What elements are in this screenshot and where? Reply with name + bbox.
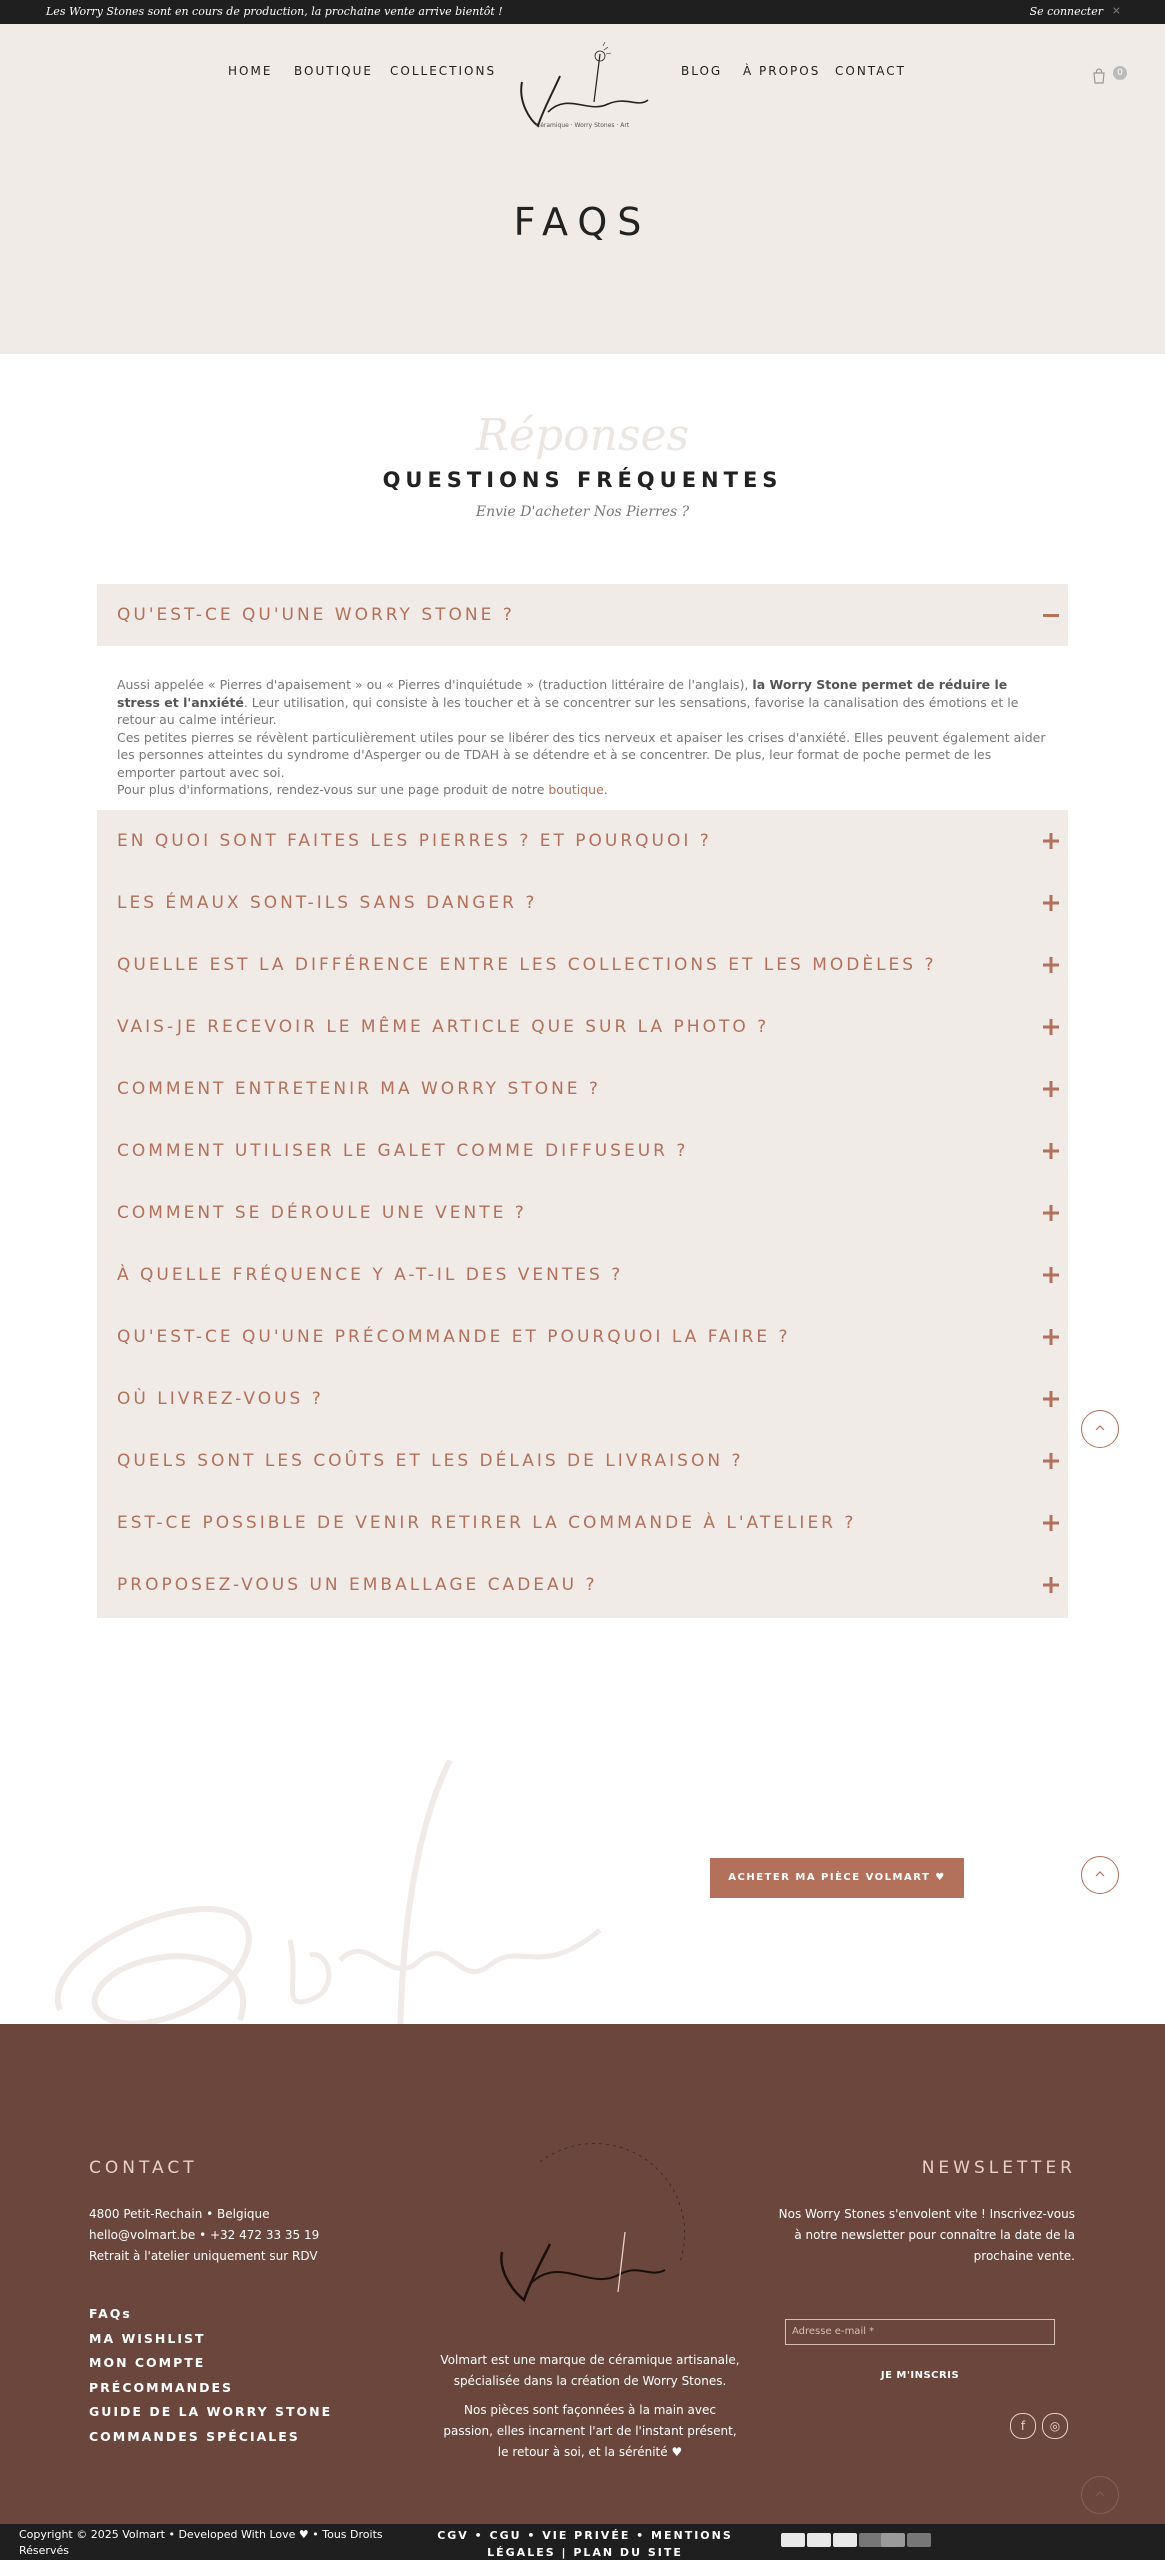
buy-button[interactable]: ACHETER MA PIÈCE VOLMART ♥ <box>710 1858 964 1898</box>
faq-question: À QUELLE FRÉQUENCE Y A-T-IL DES VENTES ? <box>117 1265 624 1285</box>
footer-newsletter-title: NEWSLETTER <box>921 2158 1076 2178</box>
minus-icon[interactable] <box>1042 606 1060 624</box>
login-link[interactable]: Se connecter <box>1029 5 1103 18</box>
plus-icon[interactable] <box>1042 894 1060 912</box>
nav-apropos[interactable]: À PROPOS <box>743 64 821 78</box>
card-icon <box>907 2533 931 2547</box>
footer <box>0 2024 1165 2524</box>
faq-question-row[interactable] <box>97 584 1068 646</box>
discover-icon <box>881 2533 905 2547</box>
footer-contact-title: CONTACT <box>89 2158 198 2178</box>
faq-list <box>97 810 1068 1618</box>
footer-link-faqs[interactable]: FAQs <box>89 2306 132 2321</box>
faq-item[interactable] <box>97 1554 1068 1616</box>
plus-icon[interactable] <box>1042 1266 1060 1284</box>
faq-question: QU'EST-CE QU'UNE WORRY STONE ? <box>117 605 515 625</box>
faq-question: PROPOSEZ-VOUS UN EMBALLAGE CADEAU ? <box>117 1575 598 1595</box>
faq-question: VAIS-JE RECEVOIR LE MÊME ARTICLE QUE SUR LA PHOTO ? <box>117 1017 770 1037</box>
footer-about-text: Volmart est une marque de céramique artisanale, spécialisée dans la création de Worry Stones. <box>440 2353 740 2388</box>
faq-item[interactable] <box>97 1120 1068 1182</box>
faq-question: COMMENT SE DÉROULE UNE VENTE ? <box>117 1203 527 1223</box>
faq-question: COMMENT UTILISER LE GALET COMME DIFFUSEUR ? <box>117 1141 689 1161</box>
footer-about <box>440 2350 740 2471</box>
faq-item[interactable] <box>97 1430 1068 1492</box>
page-title: FAQS <box>513 200 652 244</box>
legal-links[interactable]: CGV • CGU • VIE PRIVÉE • MENTIONS LÉGALES | PLAN DU SITE <box>437 2529 733 2559</box>
plus-icon[interactable] <box>1042 1514 1060 1532</box>
faq-item-open[interactable] <box>97 584 1068 646</box>
footer-address: 4800 Petit-Rechain • Belgique <box>89 2207 270 2221</box>
footer-pickup: Retrait à l'atelier uniquement sur RDV <box>89 2249 318 2263</box>
decorative-script-text: Réponses <box>475 410 690 461</box>
scroll-top-button[interactable] <box>1081 1856 1119 1894</box>
close-icon[interactable]: × <box>1111 4 1121 17</box>
footer-links <box>89 2302 332 2449</box>
footer-link-account[interactable]: MON COMPTE <box>89 2355 206 2370</box>
plus-icon[interactable] <box>1042 1018 1060 1036</box>
faq-question: QUELS SONT LES COÛTS ET LES DÉLAIS DE LIVRAISON ? <box>117 1451 744 1471</box>
nav-home[interactable]: HOME <box>228 64 273 78</box>
nav-blog[interactable]: BLOG <box>681 64 723 78</box>
faq-item[interactable] <box>97 1058 1068 1120</box>
faq-item[interactable] <box>97 810 1068 872</box>
plus-icon[interactable] <box>1042 956 1060 974</box>
amex-icon <box>833 2533 857 2547</box>
volmart-logo[interactable] <box>508 42 656 138</box>
facebook-icon[interactable]: f <box>1010 2413 1036 2439</box>
footer-link-guide[interactable]: GUIDE DE LA WORRY STONE <box>89 2404 333 2419</box>
faq-item[interactable] <box>97 1182 1068 1244</box>
footer-newsletter-text: Nos Worry Stones s'envolent vite ! Inscrivez-vous à notre newsletter pour connaître la date de la prochaine vente. <box>778 2207 1075 2263</box>
plus-icon[interactable] <box>1042 1576 1060 1594</box>
subscribe-button[interactable]: JE M'INSCRIS <box>880 2370 960 2381</box>
boutique-link[interactable]: boutique <box>548 782 604 797</box>
visa-icon <box>781 2533 805 2547</box>
newsletter-email-input[interactable]: Adresse e-mail * <box>785 2319 1055 2345</box>
footer-logo[interactable] <box>480 2142 690 2342</box>
paypal-icon <box>807 2533 831 2547</box>
faq-item[interactable] <box>97 996 1068 1058</box>
section-subtitle: Envie D'acheter Nos Pierres ? <box>475 504 690 520</box>
faq-item[interactable] <box>97 1244 1068 1306</box>
scroll-top-button[interactable] <box>1081 2476 1119 2514</box>
announcement-bar <box>0 0 1165 24</box>
plus-icon[interactable] <box>1042 1390 1060 1408</box>
faq-question: COMMENT ENTRETENIR MA WORRY STONE ? <box>117 1079 601 1099</box>
announcement-text: Les Worry Stones sont en cours de production, la prochaine vente arrive bientôt ! <box>46 5 503 18</box>
footer-link-special-orders[interactable]: COMMANDES SPÉCIALES <box>89 2428 300 2444</box>
faq-item[interactable] <box>97 1368 1068 1430</box>
plus-icon[interactable] <box>1042 832 1060 850</box>
chevron-up-icon <box>1094 2490 1106 2498</box>
instagram-icon[interactable]: ◎ <box>1042 2413 1068 2439</box>
nav-collections[interactable]: COLLECTIONS <box>390 64 497 78</box>
footer-contact-info <box>89 2204 319 2267</box>
answer-paragraph: Aussi appelée « Pierres d'apaisement » ou « Pierres d'inquiétude » (traduction littéraire de l'anglais), la Worry Stone permet de réduire le stress et l'anxiété. Leur utilisation, qui consiste à les toucher et à se concentrer sur les sensations, favorise la canalisation des émotions et le retour au calme intérieur. <box>117 677 1019 727</box>
plus-icon[interactable] <box>1042 1328 1060 1346</box>
copyright-text: Copyright © 2025 Volmart • Developed With Love ♥ • Tous Droits Réservés <box>19 2528 383 2557</box>
footer-email-phone[interactable]: hello@volmart.be • +32 472 33 35 19 <box>89 2228 320 2242</box>
nav-boutique[interactable]: BOUTIQUE <box>294 64 373 78</box>
faq-question: EST-CE POSSIBLE DE VENIR RETIRER LA COMMANDE À L'ATELIER ? <box>117 1513 857 1533</box>
faq-item[interactable] <box>97 1306 1068 1368</box>
faq-question: LES ÉMAUX SONT-ILS SANS DANGER ? <box>117 893 538 913</box>
logo-tagline: Céramique · Worry Stones · Art <box>536 122 630 129</box>
faq-item[interactable] <box>97 872 1068 934</box>
faq-question: OÙ LIVREZ-VOUS ? <box>117 1389 324 1409</box>
plus-icon[interactable] <box>1042 1204 1060 1222</box>
scroll-top-button[interactable] <box>1081 1410 1119 1448</box>
answer-paragraph: Ces petites pierres se révèlent particulièrement utiles pour se libérer des tics nerveux et apaiser les crises d'anxiété. Elles peuvent également aider les personnes atteintes du syndrome d'Asperger ou de TDAH à se détendre et à se concentrer. De plus, leur format de poche permet de les emporter partout avec soi. <box>117 729 1046 780</box>
answer-paragraph: Pour plus d'informations, rendez-vous sur une page produit de notre boutique. <box>117 782 608 797</box>
plus-icon[interactable] <box>1042 1080 1060 1098</box>
faq-item[interactable] <box>97 1492 1068 1554</box>
plus-icon[interactable] <box>1042 1142 1060 1160</box>
nav-contact[interactable]: CONTACT <box>835 64 906 78</box>
mastercard-icon <box>859 2533 883 2547</box>
section-title: QUESTIONS FRÉQUENTES <box>382 468 783 492</box>
plus-icon[interactable] <box>1042 1452 1060 1470</box>
faq-question: QU'EST-CE QU'UNE PRÉCOMMANDE ET POURQUOI LA FAIRE ? <box>117 1327 791 1347</box>
cart-count-badge: 0 <box>1113 66 1127 80</box>
chevron-up-icon <box>1094 1424 1106 1432</box>
page-header <box>0 24 1165 354</box>
cart-icon[interactable] <box>1091 68 1107 84</box>
footer-link-wishlist[interactable]: MA WISHLIST <box>89 2330 206 2346</box>
footer-link-preorders[interactable]: PRÉCOMMANDES <box>89 2379 234 2395</box>
faq-item[interactable] <box>97 934 1068 996</box>
chevron-up-icon <box>1094 1870 1106 1878</box>
faq-question: QUELLE EST LA DIFFÉRENCE ENTRE LES COLLECTIONS ET LES MODÈLES ? <box>117 955 937 975</box>
faq-question: EN QUOI SONT FAITES LES PIERRES ? ET POURQUOI ? <box>117 831 712 851</box>
bottom-bar <box>0 2524 1165 2560</box>
faq-answer <box>117 676 1047 799</box>
footer-about-text: Nos pièces sont façonnées à la main avec passion, elles incarnent l'art de l'instant présent, le retour à soi, et la sérénité ♥ <box>443 2403 737 2459</box>
